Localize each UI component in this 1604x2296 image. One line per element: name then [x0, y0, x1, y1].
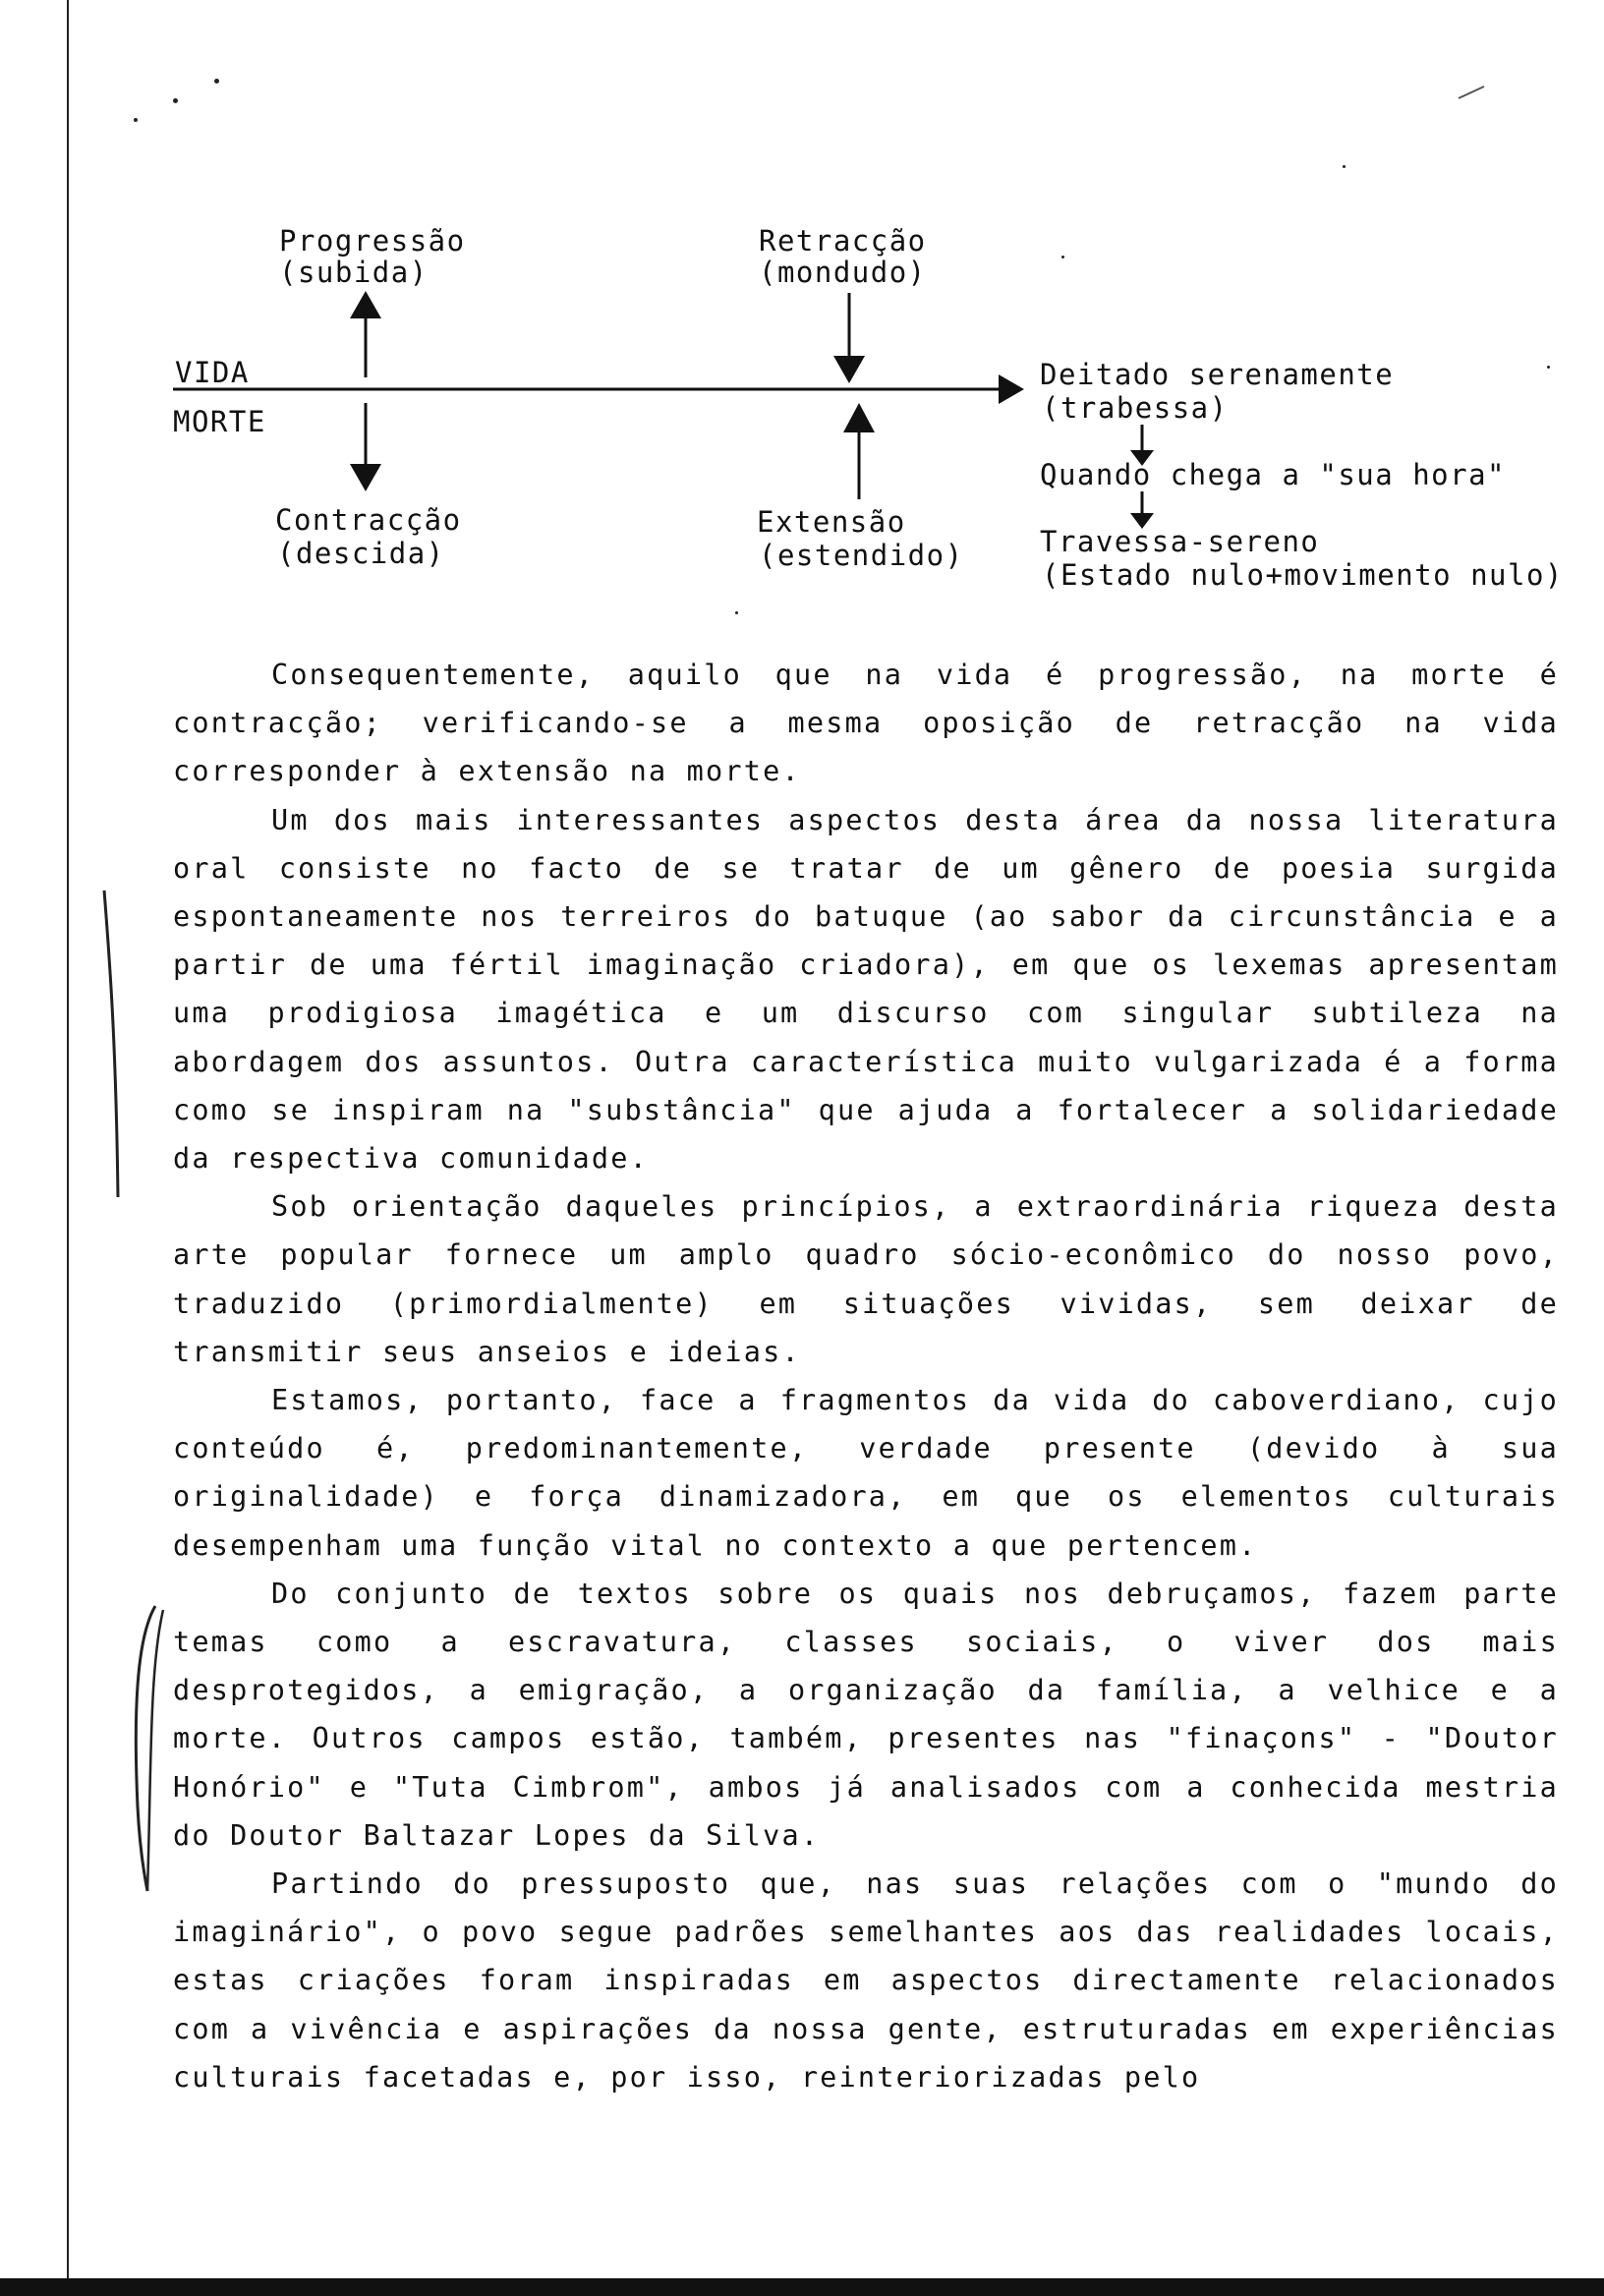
margin-mark-2: [128, 1600, 177, 1895]
margin-mark-1: [96, 887, 136, 1201]
vida-morte-diagram: [0, 0, 1604, 629]
label-vida: VIDA: [175, 356, 250, 389]
label-retraccao: Retracção: [759, 224, 927, 258]
body-text: [173, 651, 1559, 2101]
label-trabessa: (trabessa): [1042, 391, 1229, 425]
progressao-arrowhead: [350, 291, 381, 318]
paragraph-2: Um dos mais interessantes aspectos desta área da nossa literatura oral consiste no facto de se tratar de um gênero de poesia surgida espontaneamente nos terreiros do batuque (ao sabor da circunstância e a partir de uma fértil imaginação criadora), em que os lexemas apresentam uma prodigiosa imagética e um discurso com singular subtileza na abordagem dos assuntos. Outra característica muito vulgarizada é a forma como se inspiram na "substância" que ajuda a fortalecer a solidariedade da respectiva comunidade.: [173, 803, 1559, 1176]
paragraph-5: Do conjunto de textos sobre os quais nos debruçamos, fazem parte temas como a escravatura, classes sociais, o viver dos mais desprotegidos, a emigração, a organização da família, a velhice e a morte. Outros campos estão, também, presentes nas "finaçons" - "Doutor Honório" e "Tuta Cimbrom", ambos já analisados com a conhecida mestria do Doutor Baltazar Lopes da Silva.: [173, 1577, 1559, 1852]
retraccao-arrowhead: [833, 356, 865, 383]
label-morte: MORTE: [173, 405, 266, 438]
contraccao-arrowhead: [350, 464, 381, 491]
paragraph-4: Estamos, portanto, face a fragmentos da vida do caboverdiano, cujo conteúdo é, predominantemente, verdade presente (devido à sua originalidade) e força dinamizadora, em que os elementos culturais desempenham uma função vital no contexto a que pertencem.: [173, 1384, 1559, 1562]
label-extensao: Extensão: [757, 505, 906, 539]
label-contraccao: Contracção: [275, 503, 462, 537]
label-estendido: (estendido): [759, 539, 964, 572]
scan-bottom-edge: [0, 2278, 1604, 2296]
paragraph-6: Partindo do pressuposto que, nas suas relações com o "mundo do imaginário", o povo segue padrões semelhantes aos das realidades locais, estas criações foram inspiradas em aspectos directamente relacionados com a vivência e aspirações da nossa gente, estruturadas em experiências culturais facetadas e, por isso, reinteriorizadas pelo: [173, 1867, 1559, 2094]
label-travessa: Travessa-sereno: [1040, 525, 1320, 558]
paragraph-1: Consequentemente, aquilo que na vida é progressão, na morte é contracção; verificando-se a mesma oposição de retracção na vida corresponder à extensão na morte.: [173, 659, 1559, 788]
extensao-arrowhead: [843, 403, 875, 432]
label-quando: Quando chega a "sua hora": [1040, 458, 1506, 491]
label-descida: (descida): [277, 537, 445, 570]
axis-arrowhead: [999, 374, 1024, 404]
paragraph-3: Sob orientação daqueles princípios, a extraordinária riqueza desta arte popular fornece um amplo quadro sócio-econômico do nosso povo, traduzido (primordialmente) em situações vividas, sem deixar de transmitir seus anseios e ideias.: [173, 1190, 1559, 1368]
label-mondudo: (mondudo): [759, 256, 927, 289]
label-subida: (subida): [279, 256, 429, 289]
label-estado-nulo: (Estado nulo+movimento nulo): [1042, 558, 1564, 592]
label-deitado: Deitado serenamente: [1040, 358, 1395, 391]
scan-mark: [1459, 86, 1484, 98]
label-progressao: Progressão: [279, 224, 466, 258]
